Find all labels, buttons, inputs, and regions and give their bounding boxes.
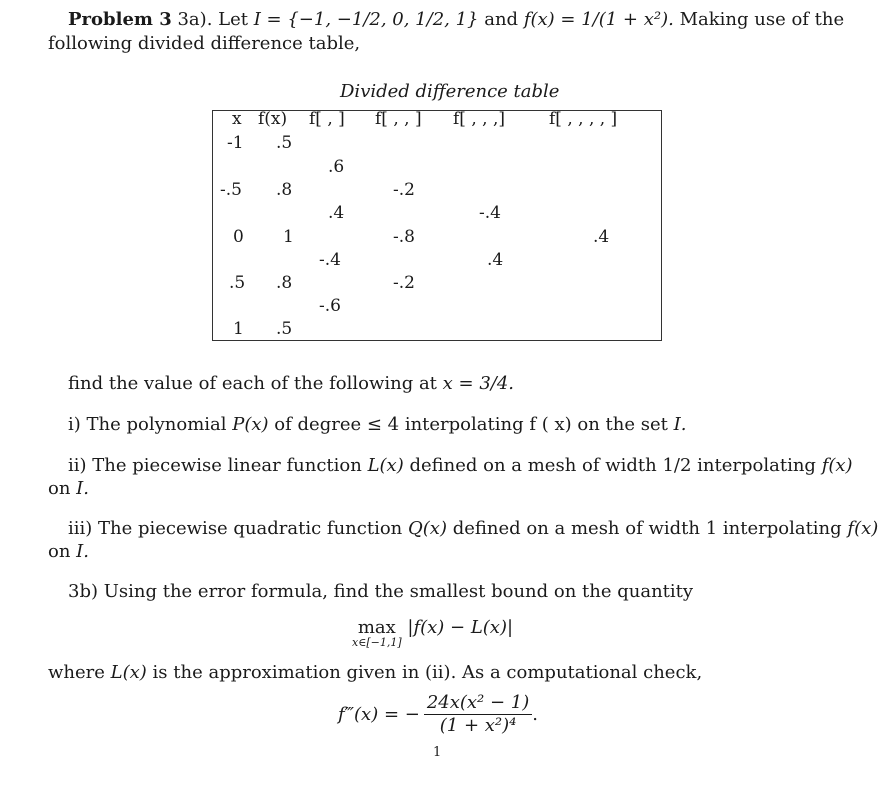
third-diff-value: -.4 xyxy=(479,203,501,223)
function-symbol: f(x) xyxy=(821,455,853,476)
header-third-diff: f[ , , ,] xyxy=(453,109,505,129)
divided-difference-table xyxy=(212,110,662,341)
linear-symbol: L(x) xyxy=(110,662,147,683)
second-diff-value: -.2 xyxy=(393,273,415,293)
find-text: find the value of each of the following at xyxy=(68,373,437,394)
function-definition: f(x) = 1/(1 + x²). xyxy=(523,9,674,30)
page-number: 1 xyxy=(433,745,442,760)
question-ii xyxy=(68,455,853,476)
first-diff-value: -.6 xyxy=(319,296,341,316)
max-subscript: x∈[−1,1] xyxy=(352,636,402,649)
problem-label: Problem 3 xyxy=(68,9,172,30)
fx-value: .8 xyxy=(276,180,293,200)
fx-value: 1 xyxy=(283,227,294,247)
find-at-value: x = 3/4. xyxy=(442,373,515,394)
part-a-label: 3a). Let xyxy=(177,9,248,30)
second-diff-value: -.2 xyxy=(393,180,415,200)
where-text: is the approximation given in (ii). As a computational check, xyxy=(152,662,703,683)
problem-line-1 xyxy=(68,9,844,30)
function-symbol: f(x) xyxy=(847,518,879,539)
part-b-intro: 3b) Using the error formula, find the smallest bound on the quantity xyxy=(68,581,694,602)
derivative-fraction xyxy=(424,692,532,737)
fx-value: .5 xyxy=(276,319,293,339)
fx-value: .8 xyxy=(276,273,293,293)
derivative-formula xyxy=(338,692,538,737)
x-value: 0 xyxy=(233,227,244,247)
set-definition: I = {−1, −1/2, 0, 1/2, 1} xyxy=(253,9,479,30)
making-use-text: Making use of the xyxy=(679,9,845,30)
question-ii-middle: defined on a mesh of width 1/2 interpolating xyxy=(409,455,816,476)
and-word: and xyxy=(484,9,519,30)
question-ii-text: ii) The piecewise linear function xyxy=(68,455,362,476)
on-word: on xyxy=(48,541,71,562)
fourth-diff-value: .4 xyxy=(593,227,610,247)
x-value: 1 xyxy=(233,319,244,339)
header-second-diff: f[ , , ] xyxy=(375,109,422,129)
header-first-diff: f[ , ] xyxy=(309,109,345,129)
linear-symbol: L(x) xyxy=(367,455,404,476)
error-expression: |f(x) − L(x)| xyxy=(407,617,514,638)
find-line xyxy=(68,373,514,394)
question-i xyxy=(68,414,686,435)
set-symbol: I. xyxy=(673,414,687,435)
question-iii xyxy=(68,518,878,539)
quadratic-symbol: Q(x) xyxy=(408,518,447,539)
x-value: -.5 xyxy=(220,180,242,200)
derivative-denominator: (1 + x²)⁴ xyxy=(439,715,517,736)
question-i-text: i) The polynomial xyxy=(68,414,227,435)
set-symbol: I. xyxy=(76,478,90,499)
header-fourth-diff: f[ , , , , ] xyxy=(549,109,618,129)
max-expression xyxy=(352,617,513,649)
first-diff-value: .4 xyxy=(328,203,345,223)
second-diff-value: -.8 xyxy=(393,227,415,247)
fx-value: .5 xyxy=(276,133,293,153)
table-title: Divided difference table xyxy=(340,81,560,102)
set-symbol: I. xyxy=(76,541,90,562)
max-word: max xyxy=(357,617,396,638)
polynomial-symbol: P(x) xyxy=(232,414,269,435)
derivative-lhs: f‴(x) = − xyxy=(338,704,420,725)
where-line xyxy=(48,662,702,683)
first-diff-value: -.4 xyxy=(319,250,341,270)
third-diff-value: .4 xyxy=(487,250,504,270)
where-word: where xyxy=(48,662,105,683)
question-iii-line-2 xyxy=(48,541,89,562)
x-value: .5 xyxy=(229,273,246,293)
header-fx: f(x) xyxy=(258,109,288,129)
derivative-period: . xyxy=(532,704,539,725)
question-iii-text: iii) The piecewise quadratic function xyxy=(68,518,403,539)
question-ii-line-2 xyxy=(48,478,89,499)
header-x: x xyxy=(232,109,242,129)
question-i-middle: of degree ≤ 4 interpolating f ( x) on the set xyxy=(274,414,668,435)
on-word: on xyxy=(48,478,71,499)
first-diff-value: .6 xyxy=(328,157,345,177)
derivative-numerator: 24x(x² − 1) xyxy=(424,692,532,715)
question-iii-middle: defined on a mesh of width 1 interpolating xyxy=(452,518,842,539)
problem-line-2: following divided difference table, xyxy=(48,33,361,54)
max-operator xyxy=(352,617,402,649)
x-value: -1 xyxy=(227,133,244,153)
